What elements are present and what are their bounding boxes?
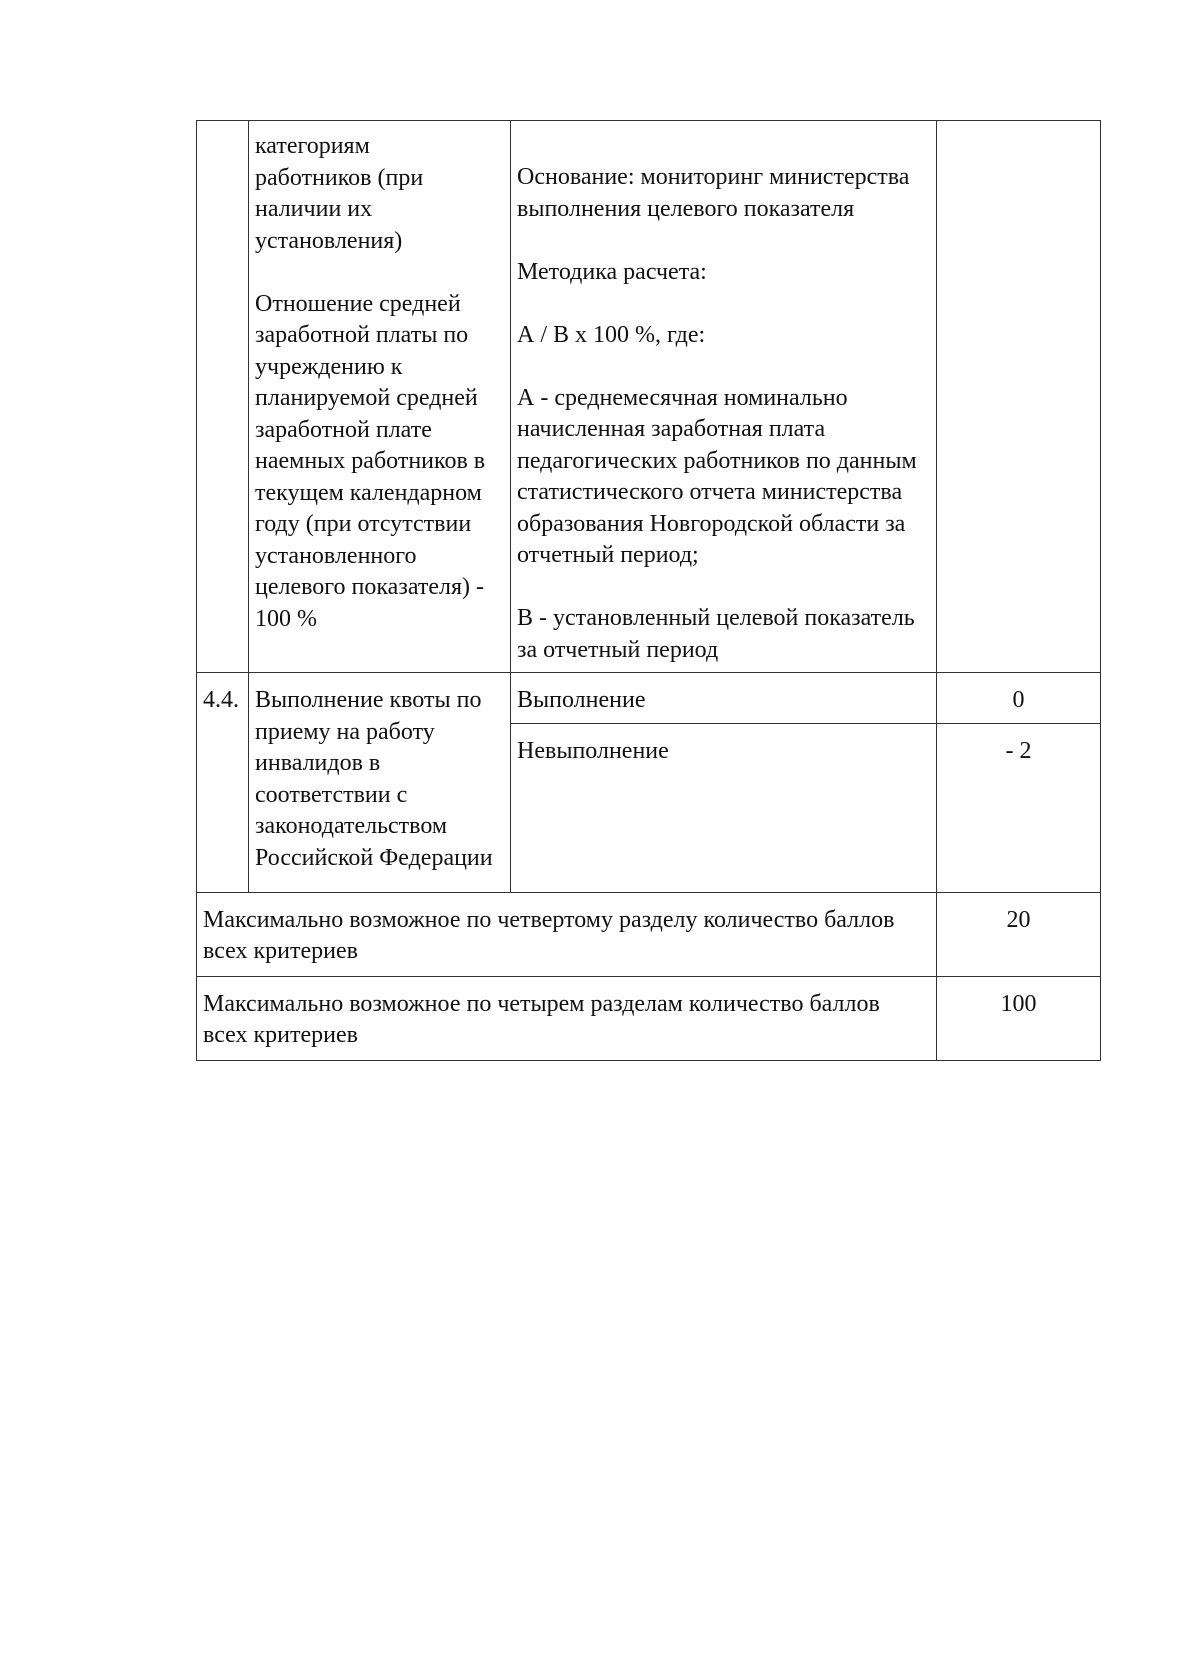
criterion-line-4: установления): [255, 227, 403, 254]
method-cell: [511, 121, 937, 673]
definition-a: А - среднемесячная номинально начисленная заработная плата педагогических работников по данным статистического отчета министерства образования Новгородской области за отчетный период;: [517, 384, 917, 568]
total-value: 20: [1006, 906, 1031, 933]
score-cell-1: [937, 673, 1101, 724]
table-row-continuation: [197, 121, 1101, 673]
total-row-section-4: [197, 892, 1101, 976]
row-number-cell: [197, 673, 249, 893]
total-label-cell: [197, 976, 937, 1060]
option-score: 0: [1012, 687, 1025, 713]
total-label-cell: [197, 892, 937, 976]
number-cell-empty: [197, 121, 249, 673]
method-title: Методика расчета:: [517, 258, 707, 285]
criterion-text: Выполнение квоты по приему на работу инвалидов в соответствии с законодательством Российской Федерации: [255, 687, 493, 871]
option-label: Невыполнение: [517, 737, 669, 764]
option-score: - 2: [1005, 737, 1032, 764]
total-label: Максимально возможное по четвертому разделу количество баллов всех критериев: [203, 906, 895, 964]
total-row-all-sections: [197, 976, 1101, 1060]
option-cell-1: [511, 673, 937, 724]
option-cell-2: [511, 723, 937, 892]
basis-text: Основание: мониторинг министерства выполнения целевого показателя: [517, 164, 910, 222]
criterion-line-1: категориям: [255, 133, 370, 159]
criterion-cell: [249, 673, 511, 893]
total-label: Максимально возможное по четырем разделам количество баллов всех критериев: [203, 990, 880, 1048]
criteria-table: [196, 120, 1101, 1061]
criterion-paragraph-2: Отношение средней заработной платы по учреждению к планируемой средней заработной плате наемных работников в текущем календарном году (при отсутствии установленного целевого показателя) - 100 %: [255, 290, 486, 632]
score-cell-2: [937, 723, 1101, 892]
criterion-line-3: наличии их: [255, 196, 373, 222]
total-value-cell: [937, 976, 1101, 1060]
formula-text: А / В х 100 %, где:: [517, 321, 706, 348]
row-number: 4.4.: [203, 687, 239, 713]
criterion-line-2: работников (при: [255, 164, 424, 191]
criterion-cell-continuation: [249, 121, 511, 673]
table-row-4-4: [197, 673, 1101, 724]
total-value: 100: [1000, 990, 1037, 1017]
definition-b: В - установленный целевой показатель за отчетный период: [517, 605, 915, 663]
score-cell-empty: [937, 121, 1101, 673]
total-value-cell: [937, 892, 1101, 976]
option-label: Выполнение: [517, 687, 646, 713]
